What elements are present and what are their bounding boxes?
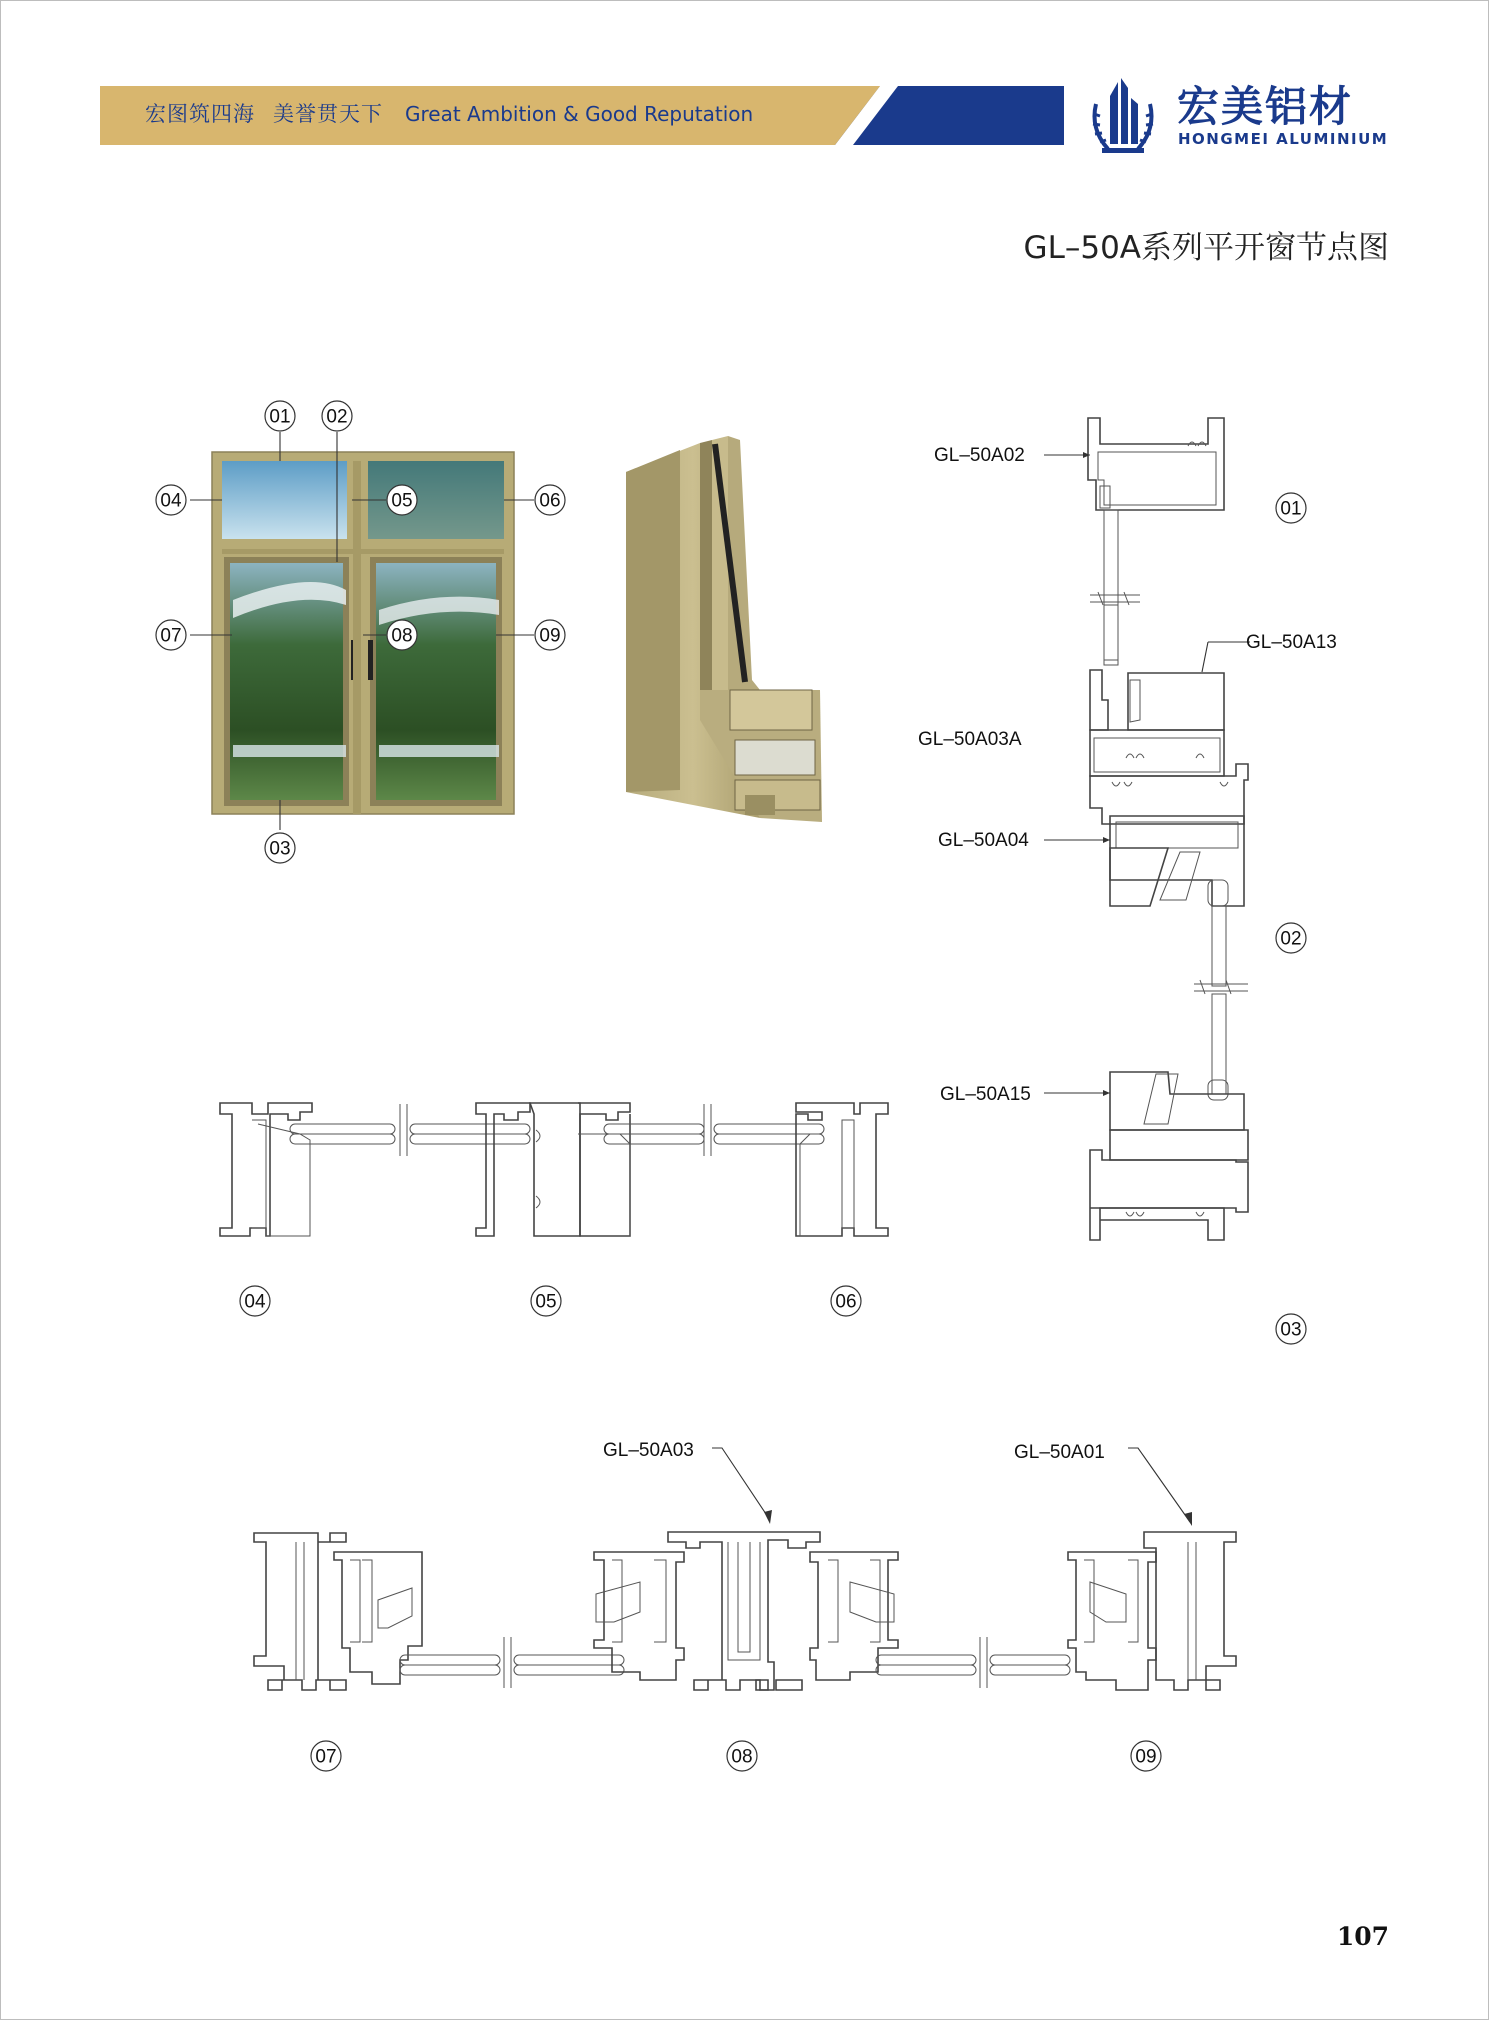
label-gl50a02: [934, 445, 1025, 466]
slogan-cn-2: 美誉贯天下: [273, 102, 383, 126]
callout-01: [265, 401, 295, 431]
svg-text:03: 03: [269, 838, 291, 860]
callout-08-section: [727, 1741, 757, 1771]
callout-03-section: [1276, 1314, 1306, 1344]
page-title: GL–50A系列平开窗节点图: [1023, 230, 1389, 266]
callout-01-section: [1276, 493, 1306, 523]
callout-07: [156, 620, 186, 650]
svg-text:02: 02: [1280, 928, 1302, 950]
svg-text:GL–50A13: GL–50A13: [1246, 632, 1337, 653]
svg-text:08: 08: [391, 625, 413, 647]
svg-text:05: 05: [391, 490, 413, 512]
page-number: 107: [1336, 1922, 1389, 1951]
callout-09-section: [1131, 1741, 1161, 1771]
slogan-cn-1: 宏图筑四海: [145, 102, 255, 126]
callout-06: [535, 485, 565, 515]
callout-04: [156, 485, 186, 515]
brand-name-en: HONGMEI ALUMINIUM: [1178, 130, 1389, 148]
svg-text:05: 05: [535, 1291, 557, 1313]
callout-05-section: [531, 1286, 561, 1316]
callout-04-section: [240, 1286, 270, 1316]
label-gl50a03a: [918, 729, 1022, 750]
svg-text:01: 01: [1280, 498, 1302, 520]
label-gl50a03: [603, 1440, 694, 1461]
callout-06-section: [831, 1286, 861, 1316]
svg-text:GL–50A03A: GL–50A03A: [918, 729, 1022, 750]
svg-text:09: 09: [1135, 1746, 1157, 1768]
callout-08: [387, 620, 417, 650]
vertical-section: [1044, 418, 1250, 1240]
svg-text:06: 06: [539, 490, 561, 512]
brand-name-cn: 宏美铝材: [1177, 82, 1354, 131]
profile-3d-render: [625, 436, 822, 822]
svg-text:GL–50A02: GL–50A02: [934, 445, 1025, 466]
callout-07-section: [311, 1741, 341, 1771]
label-gl50a01: [1014, 1442, 1105, 1463]
horizontal-section-upper: [220, 1103, 888, 1236]
callout-03: [265, 833, 295, 863]
svg-text:GL–50A01: GL–50A01: [1014, 1442, 1105, 1463]
svg-text:GL–50A03: GL–50A03: [603, 1440, 694, 1461]
svg-text:09: 09: [539, 625, 561, 647]
svg-text:07: 07: [160, 625, 182, 647]
svg-text:06: 06: [835, 1291, 857, 1313]
label-gl50a15: [940, 1084, 1031, 1105]
svg-text:GL–50A04: GL–50A04: [938, 830, 1029, 851]
callout-02-section: [1276, 923, 1306, 953]
svg-text:08: 08: [731, 1746, 753, 1768]
svg-text:01: 01: [269, 406, 291, 428]
horizontal-section-lower: [254, 1448, 1236, 1690]
slogan-en: Great Ambition & Good Reputation: [405, 102, 754, 126]
svg-text:03: 03: [1280, 1319, 1302, 1341]
callout-09: [535, 620, 565, 650]
svg-text:GL–50A15: GL–50A15: [940, 1084, 1031, 1105]
label-gl50a04: [938, 830, 1029, 851]
label-gl50a13: [1246, 632, 1337, 653]
svg-text:04: 04: [244, 1291, 266, 1313]
window-elevation: [212, 452, 514, 814]
callout-02: [322, 401, 352, 431]
callout-05: [387, 485, 417, 515]
svg-text:02: 02: [326, 406, 348, 428]
svg-text:07: 07: [315, 1746, 337, 1768]
svg-text:04: 04: [160, 490, 182, 512]
